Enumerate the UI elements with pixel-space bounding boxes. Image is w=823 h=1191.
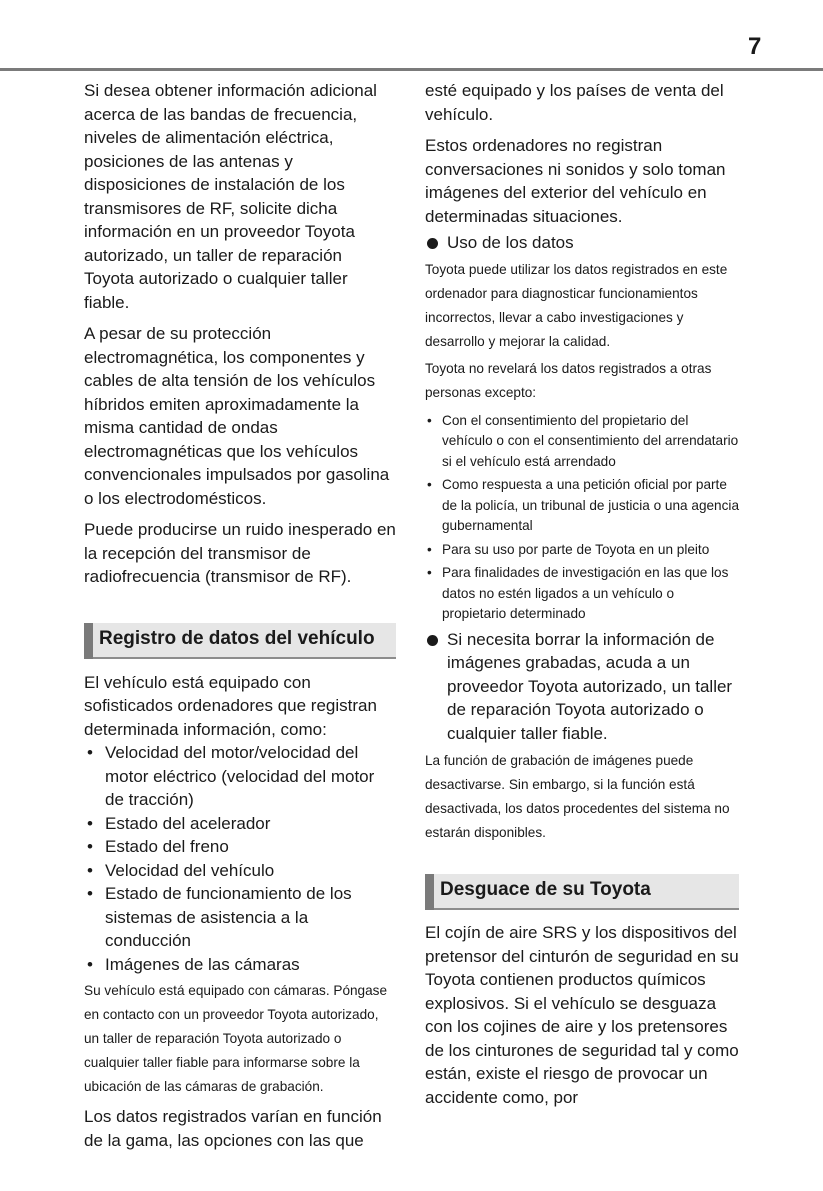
recording-disable-note: La función de grabación de imágenes puede desactivarse. Sin embargo, si la función está desactivada, los datos procedentes del sistema no estarán disponibles. [425, 753, 730, 840]
left-column [84, 79, 396, 1152]
list-item: • Para finalidades de investigación en las que los datos no estén ligados a un vehículo o propietario determinado [427, 565, 729, 621]
list-item: • Con el consentimiento del propietario del vehículo o con el consentimiento del arrendatario si el vehículo está arrendado [427, 412, 739, 469]
paragraph-rf-info: Si desea obtener información adicional acerca de las bandas de frecuencia, niveles de alimentación eléctrica, posiciones de las antenas y disposiciones de instalación de los transmisores de RF, solicite dicha información en un proveedor Toyota autorizado, un taller de reparación Toyota autorizado o cualquier taller fiable. [84, 81, 377, 312]
paragraph-noise: Puede producirse un ruido inesperado en la recepción del transmisor de radiofrecuencia (transmisor de RF). [84, 520, 396, 586]
list-item: • Para su uso por parte de Toyota en un pleito [427, 541, 710, 557]
right-column [425, 79, 739, 1109]
section-heading-text: Desguace de su Toyota [440, 879, 651, 900]
data-use-paragraph: Toyota puede utilizar los datos registrados en este ordenador para diagnosticar funcionamientos incorrectos, llevar a cabo investigaciones y desarrollo y mejorar la calidad. [425, 261, 728, 349]
page-number: 7 [748, 33, 762, 60]
list-item: • Estado del freno [87, 837, 229, 856]
recorded-data-list [84, 741, 396, 976]
exceptions-list [425, 411, 739, 625]
data-use-title: Uso de los datos [425, 231, 739, 255]
section-heading-scrapping [425, 874, 739, 910]
paragraph-computers: El vehículo está equipado con sofisticados ordenadores que registran determinada información, como: [84, 672, 377, 739]
section-heading-text: Registro de datos del vehículo [99, 627, 375, 649]
disclosure-paragraph: Toyota no revelará los datos registrados a otras personas excepto: [425, 360, 712, 400]
list-item: • Velocidad del vehículo [87, 860, 275, 880]
bullet-dot-icon [427, 238, 438, 249]
paragraph-equipment: esté equipado y los países de venta del vehículo. [425, 81, 724, 124]
paragraph-recorded-data: Los datos registrados varían en función de la gama, las opciones con las que [84, 1107, 382, 1150]
heading-accent-bar [84, 623, 93, 659]
list-item: • Imágenes de las cámaras [87, 954, 300, 974]
section-heading-data-recording [84, 623, 396, 659]
paragraph-airbag: El cojín de aire SRS y los dispositivos del pretensor del cinturón de seguridad en su Toyota contienen productos químicos explosivos. Si el vehículo se desguaza con los cojines de aire y los pretensores de los cinturones de seguridad tal y como están, existe el riesgo de provocar un accidente como, por [425, 923, 739, 1107]
paragraph-no-recording: Estos ordenadores no registran conversaciones ni sonidos y solo toman imágenes del exterior del vehículo en determinadas situaciones. [425, 136, 726, 226]
paragraph-electromagnetic: A pesar de su protección electromagnética, los componentes y cables de alta tensión de los vehículos híbridos emiten aproximadamente la misma cantidad de ondas electromagnéticas que los vehículos convencionales impulsados por gasolina o los electrodomésticos. [84, 324, 390, 508]
erase-images-note: Si necesita borrar la información de imágenes grabadas, acuda a un proveedor Toyota autorizado, un taller de reparación Toyota autorizado o cualquier taller fiable. [425, 628, 739, 746]
header-rule [0, 68, 823, 71]
list-item: • Como respuesta a una petición oficial por parte de la policía, un tribunal de justicia o una agencia gubernamental [427, 477, 739, 533]
list-item: • Estado del acelerador [87, 813, 271, 833]
list-item: • Estado de funcionamiento de los sistemas de asistencia a la conducción [87, 884, 352, 950]
bullet-dot-icon [427, 635, 438, 646]
list-item: • Velocidad del motor/velocidad del motor eléctrico (velocidad del motor de tracción) [87, 743, 375, 809]
heading-accent-bar [425, 874, 434, 910]
camera-note: Su vehículo está equipado con cámaras. Póngase en contacto con un proveedor Toyota autorizado, un taller de reparación Toyota autorizado o cualquier taller fiable para informarse sobre la ubicación de las cámaras de grabación. [84, 983, 388, 1094]
